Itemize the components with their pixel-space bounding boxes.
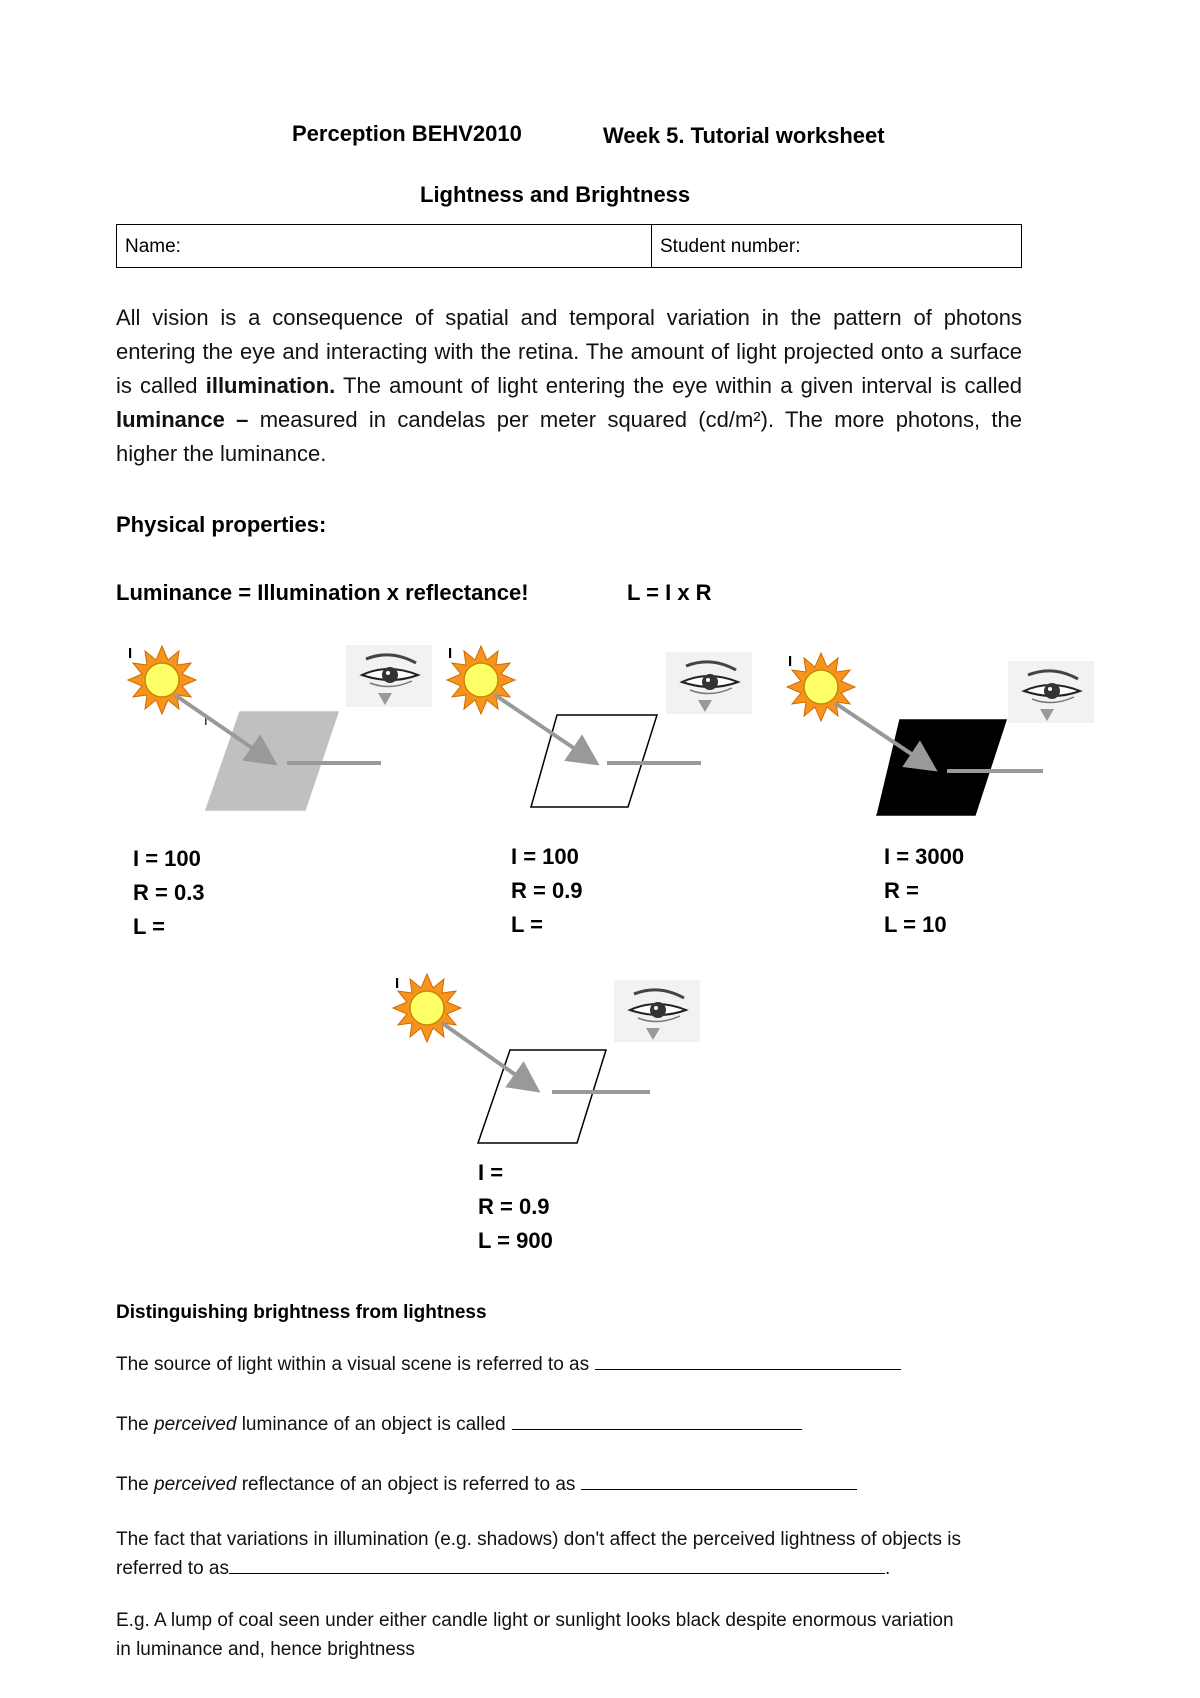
- question-2-text-post: luminance of an object is called: [236, 1414, 506, 1435]
- light-source-marker: I: [395, 975, 400, 992]
- question-3-emphasis: perceived: [154, 1474, 237, 1495]
- question-1: [116, 1351, 901, 1376]
- illumination-value: I = 3000: [884, 844, 965, 869]
- student-number-field[interactable]: [652, 225, 1021, 267]
- question-4-end: .: [885, 1558, 891, 1579]
- light-source-marker: I: [128, 645, 133, 662]
- light-source-marker: I: [448, 645, 453, 662]
- eye-icon: [614, 980, 700, 1042]
- illumination-value: I =: [478, 1160, 504, 1185]
- question-2-emphasis: perceived: [154, 1414, 237, 1435]
- question-2-text-pre: The: [116, 1414, 155, 1435]
- question-3: [116, 1471, 857, 1496]
- question-4-line-2: referred to as: [116, 1558, 229, 1579]
- question-3-text-pre: The: [116, 1474, 155, 1495]
- intro-text-1: All vision is a consequence of spatial and temporal variation in the pattern of photons entering the eye and interacting with the retina. The amount of light projected onto a surface is called: [116, 305, 1022, 398]
- answer-blank-2[interactable]: [512, 1411, 802, 1430]
- course-title: Perception BEHV2010: [292, 121, 522, 146]
- luminance-formula: Luminance = Illumination x reflectance!: [116, 580, 529, 605]
- student-number-label: Student number:: [660, 236, 801, 257]
- name-field[interactable]: [117, 225, 652, 267]
- answer-blank-4[interactable]: [229, 1555, 885, 1574]
- question-1-text: The source of light within a visual scene is referred to as: [116, 1354, 590, 1375]
- question-3-text-post: reflectance of an object is referred to as: [236, 1474, 576, 1495]
- illumination-value: I = 100: [511, 844, 579, 869]
- surface-black: [877, 720, 1006, 815]
- physical-properties-heading: Physical properties:: [116, 512, 327, 537]
- intro-text-3: measured in candelas per meter squared (cd/m²). The more photons, the higher the luminance.: [116, 407, 1023, 466]
- diagram-4-values: [478, 1156, 553, 1258]
- diagram-3-values: [884, 840, 964, 942]
- light-source-marker: I: [788, 653, 793, 670]
- ray-marker: I: [204, 713, 208, 728]
- diagram-1-values: [133, 842, 205, 944]
- question-2: [116, 1411, 802, 1436]
- question-4-line-1: The fact that variations in illumination (e.g. shadows) don't affect the perceived lightness of objects is: [116, 1529, 962, 1550]
- intro-text-2: The amount of light entering the eye within a given interval is called: [335, 373, 1023, 398]
- diagram-2-values: [511, 840, 583, 942]
- diagram-4: [392, 975, 712, 1153]
- diagram-2: [445, 645, 765, 820]
- diagram-3: [785, 655, 1105, 830]
- page-title: Lightness and Brightness: [420, 182, 691, 207]
- reflectance-value: R = 0.9: [511, 878, 583, 903]
- answer-blank-3[interactable]: [581, 1471, 857, 1490]
- luminance-value: L =: [511, 912, 544, 937]
- eye-icon: [666, 652, 752, 714]
- reflectance-value: R =: [884, 878, 919, 903]
- distinguishing-heading: Distinguishing brightness from lightness: [116, 1302, 487, 1323]
- answer-blank-1[interactable]: [595, 1351, 901, 1370]
- student-info-table: [116, 224, 1022, 268]
- intro-paragraph: [116, 301, 1022, 471]
- luminance-value: L = 10: [884, 912, 947, 937]
- reflectance-value: R = 0.3: [133, 880, 205, 905]
- diagram-1: [125, 645, 445, 820]
- eye-icon: [1008, 661, 1094, 723]
- luminance-value: L = 900: [478, 1228, 553, 1253]
- example-line-2: in luminance and, hence brightness: [116, 1639, 415, 1660]
- sun-icon: [393, 974, 461, 1042]
- term-luminance: luminance –: [116, 407, 249, 432]
- eye-icon: [346, 645, 432, 707]
- term-illumination: illumination.: [205, 373, 336, 398]
- example-paragraph: [116, 1606, 1022, 1664]
- question-4: [116, 1525, 1022, 1583]
- week-title: Week 5. Tutorial worksheet: [603, 123, 885, 148]
- luminance-formula-symbolic: L = I x R: [627, 580, 712, 605]
- luminance-value: L =: [133, 914, 166, 939]
- reflectance-value: R = 0.9: [478, 1194, 550, 1219]
- name-label: Name:: [125, 236, 181, 257]
- illumination-value: I = 100: [133, 846, 201, 871]
- example-line-1: E.g. A lump of coal seen under either candle light or sunlight looks black despite enormous variation: [116, 1610, 954, 1631]
